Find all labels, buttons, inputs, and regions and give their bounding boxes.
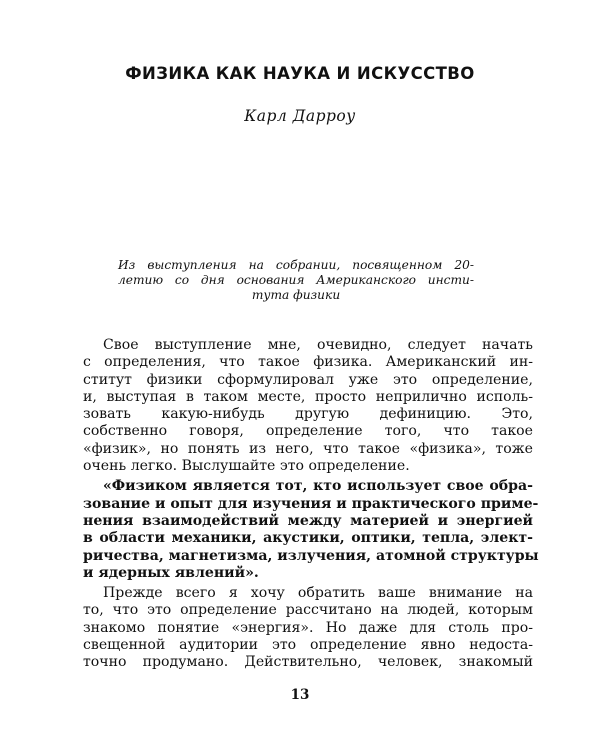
epigraph-line: Из выступления на собрании, посвященном 20- <box>118 258 474 272</box>
article-title: ФИЗИКА КАК НАУКА И ИСКУССТВО <box>125 64 475 83</box>
text-line: Свое выступление мне, очевидно, следует начать <box>103 337 533 353</box>
text-line: знакомо понятие «энергия». Но даже для столь про- <box>83 619 533 636</box>
text-line: то, что это определение рассчитано на людей, которым <box>83 602 533 619</box>
text-line: зование и опыт для изучения и практического приме- <box>83 495 539 512</box>
text-line: зовать какую-нибудь другую дефиницию. Это, <box>83 406 533 423</box>
author-name: Карл Дарроу <box>244 107 356 125</box>
paragraph <box>83 585 533 671</box>
paragraph <box>83 337 533 475</box>
article-body <box>83 337 539 672</box>
text-line: свещенной аудитории это определение явно недоста- <box>83 637 533 654</box>
epigraph-line: летию со дня основания Американского инсти- <box>118 273 474 288</box>
paragraph-definition-quote <box>83 478 539 582</box>
page-number: 13 <box>290 687 310 703</box>
text-line: очень легко. Выслушайте это определение. <box>83 458 410 475</box>
text-line: и, выступая в таком месте, просто неприлично исполь- <box>83 388 533 405</box>
text-line: точно продумано. Действительно, человек, знакомый <box>83 654 533 671</box>
text-line: «физик», но понять из него, что такое «физика», тоже <box>83 440 533 457</box>
epigraph <box>118 258 474 304</box>
text-line: Прежде всего я хочу обратить ваше внимание на <box>103 585 533 602</box>
text-line: «Физиком является тот, кто использует свое обра- <box>103 478 533 495</box>
text-line: с определения, что такое физика. Американский ин- <box>83 354 533 371</box>
text-line: в области механики, акустики, оптики, тепла, элект- <box>83 530 533 547</box>
text-line: ститут физики сформулировал уже это определение, <box>83 371 533 388</box>
epigraph-line: тута физики <box>251 288 341 303</box>
text-line: и ядерных явлений». <box>83 564 259 581</box>
text-line: собственно говоря, определение того, что такое <box>83 423 533 440</box>
text-line: нения взаимодействий между материей и энергией <box>83 512 533 529</box>
text-line: ричества, магнетизма, излучения, атомной структуры <box>83 547 539 564</box>
